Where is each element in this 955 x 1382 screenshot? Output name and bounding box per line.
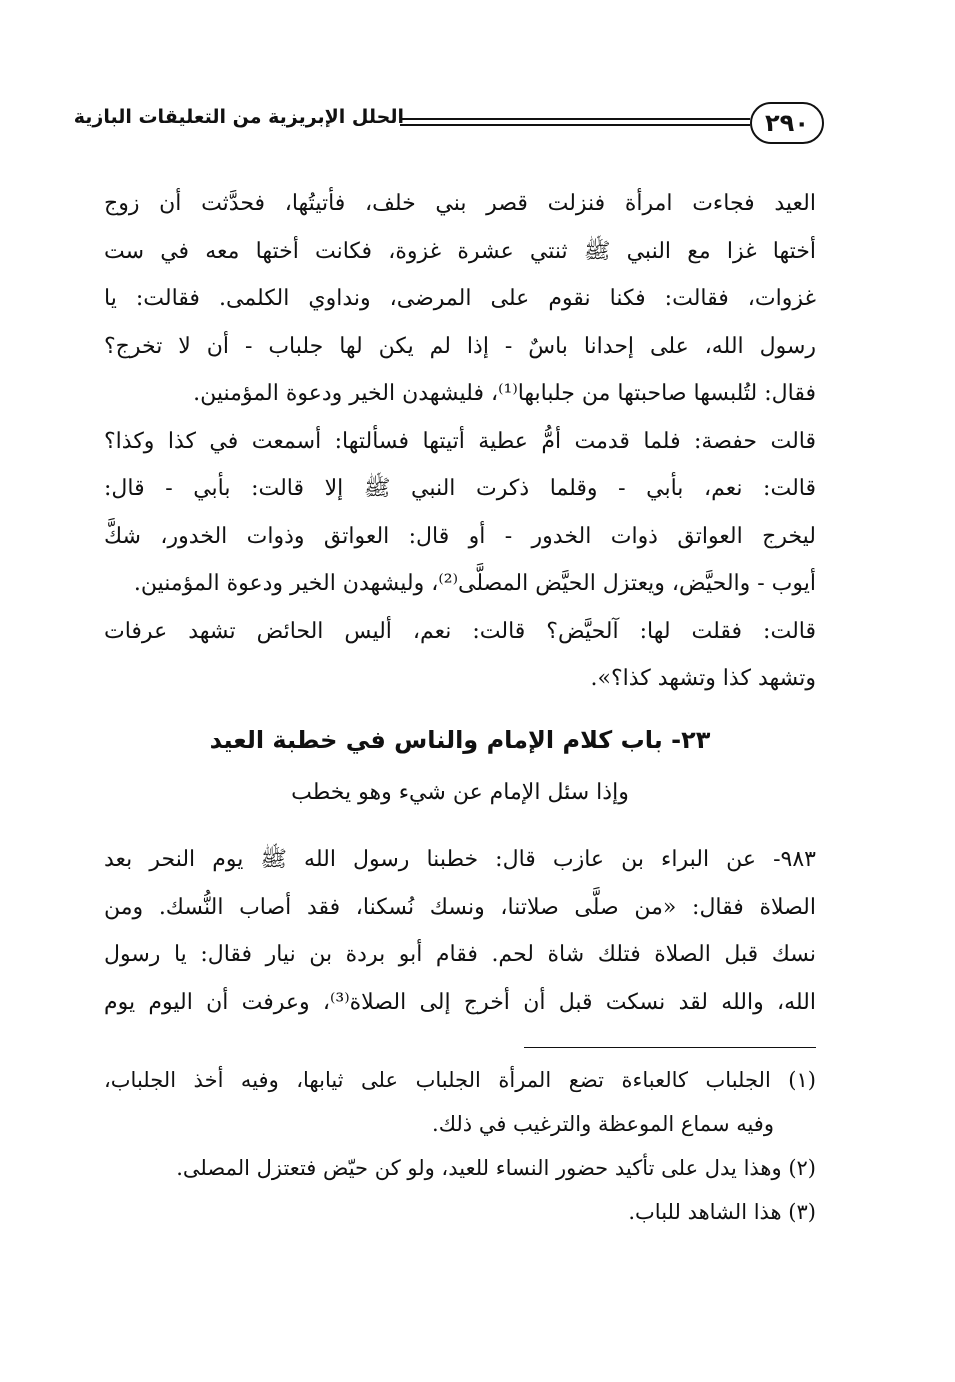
- section-subtitle: وإذا سئل الإمام عن شيء وهو يخطب: [291, 780, 629, 805]
- text-line: قالت: فقلت لها: آلحيَّض؟ قالت: نعم، أليس الحائض تشهد عرفات: [104, 618, 816, 644]
- text-line: العيد فجاءت امرأة فنزلت قصر بني خلف، فأتيتُها، فحدَّثت أن زوج: [104, 191, 816, 216]
- text-line: الله، والله لقد نسكت قبل أن أخرج إلى الصلاة⁽³⁾، وعرفت أن اليوم يوم: [104, 989, 816, 1015]
- text-line: ليخرج العواتق ذوات الخدور - أو قال: العواتق وذوات الخدور، شكَّ: [104, 523, 816, 549]
- footnote-separator: [524, 1047, 816, 1048]
- text-line: قالت حفصة: فلما قدمت أمُّ عطية أتيتها فسألتها: أسمعت في كذا وكذا؟: [104, 428, 816, 454]
- text-line: قالت: نعم، بأبي - وقلما ذكرت النبي ﷺ إلا قالت: بأبي - قال:: [104, 476, 816, 501]
- page-header: [73, 96, 824, 156]
- footnotes: [104, 1058, 816, 1234]
- running-title: الحلل الإبريزية من التعليقات البازية: [73, 106, 404, 128]
- header-double-rule: [400, 118, 750, 128]
- page-number: ٢٩٠: [765, 109, 809, 137]
- text-line: أختها غزا مع النبي ﷺ ثنتي عشرة غزوة، فكانت أختها معه في ست: [104, 238, 816, 264]
- paragraph-hadith-continuation: [104, 180, 816, 703]
- text-line: الصلاة فقال: «من صلَّى صلاتنا، ونسك نُسكنا، فقد أصاب النُّسك. ومن: [104, 894, 816, 920]
- text-line: ٩٨٣- عن البراء بن عازب قال: خطبنا رسول الله ﷺ يوم النحر بعد: [104, 847, 816, 872]
- text-line: وتشهد كذا وتشهد كذا؟».: [590, 666, 816, 691]
- page-number-badge: [750, 102, 824, 144]
- text-line: فقال: لتُلبسها صاحبتها من جلبابها⁽¹⁾، فليشهدن الخير ودعوة المؤمنين.: [193, 381, 816, 406]
- text-line: أيوب - والحيَّض، ويعتزل الحيَّض المصلَّى⁽²⁾، وليشهدن الخير ودعوة المؤمنين.: [133, 571, 816, 596]
- footnote-1: (١) الجلباب كالعباءة تضع المرأة الجلباب على ثيابها، وفيه أخذ الجلباب،: [104, 1068, 816, 1092]
- text-line: رسول الله، على إحدانا باسٌ - إذا لم يكن لها جلباب - أن لا تخرج؟: [104, 333, 816, 359]
- text-line: غزوات، فقالت: فكنا نقوم على المرضى، ونداوي الكلمى. فقالت: يا: [104, 286, 816, 311]
- footnote-1-continued: وفيه سماع الموعظة والترغيب في ذلك.: [432, 1112, 774, 1136]
- paragraph-hadith-983: [104, 836, 816, 1026]
- text-line: نسك قبل الصلاة فتلك شاة لحم. فقام أبو بردة بن نيار فقال: يا رسول: [104, 942, 816, 967]
- footnote-3: (٣) هذا الشاهد للباب.: [628, 1200, 816, 1224]
- section-title: ٢٣- باب كلام الإمام والناس في خطبة العيد: [209, 726, 711, 754]
- footnote-2: (٢) وهذا يدل على تأكيد حضور النساء للعيد، ولو كن حيّض فتعتزل المصلى.: [176, 1156, 816, 1180]
